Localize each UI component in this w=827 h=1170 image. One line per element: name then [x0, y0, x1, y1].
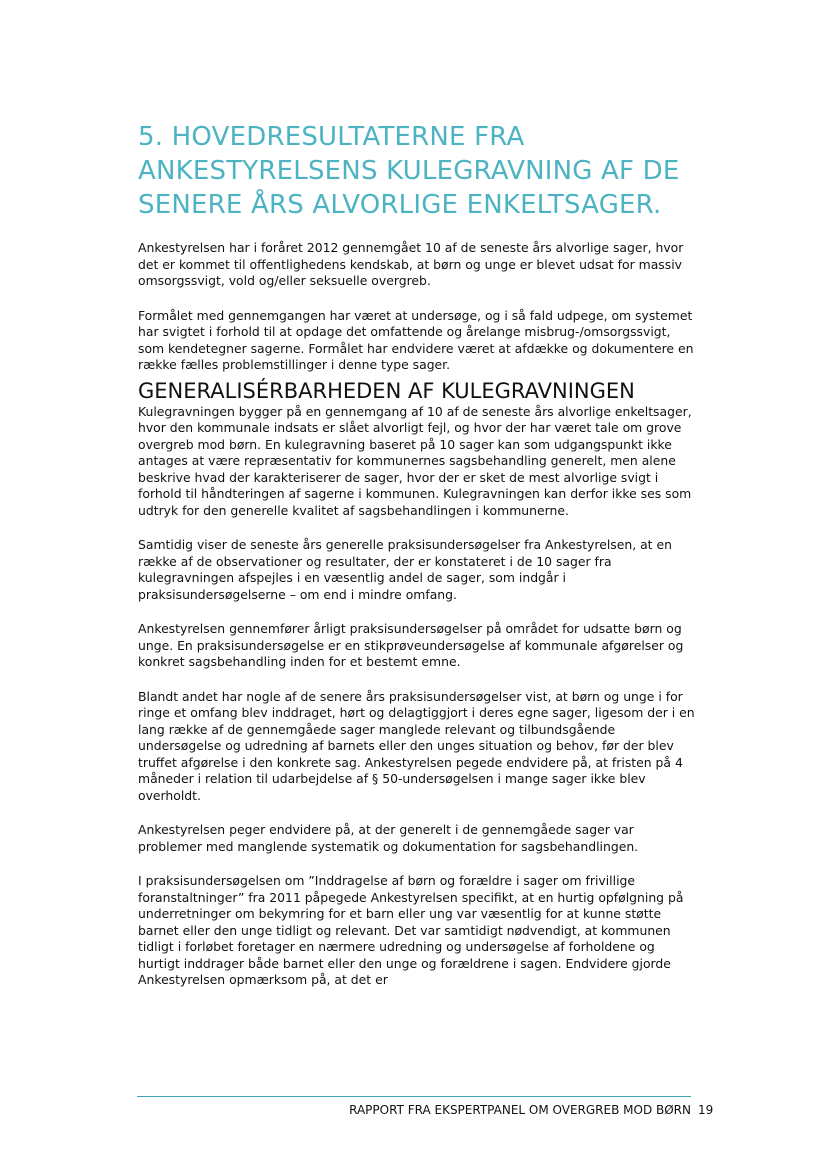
section-paragraph-1: Kulegravningen bygger på en gennemgang af 10 af de seneste års alvorlige enkeltsager, hvor den kommunale indsats er slået alvorligt fejl, og hvor der har været tale om grove overgreb mod børn. En kulegravning baseret på 10 sager kan som udgangspunkt ikke antages at være repræsentativ for kommunernes sagsbehandling generelt, men alene beskrive hvad der karakteriserer de sager, hvor der er sket de mest alvorlige svigt i forhold til håndteringen af sagerne i kommunen. Kulegravningen kan derfor ikke ses som udtryk for den generelle kvalitet af sagsbehandlingen i kommunerne. — [138, 403, 692, 518]
page-content — [138, 120, 698, 1007]
section-heading: GENERALISÉRBARHEDEN AF KULEGRAVNINGEN — [138, 378, 635, 403]
chapter-title: 5. HOVEDRESULTATERNE FRA ANKESTYRELSENS KULEGRAVNING AF DE SENERE ÅRS ALVORLIGE ENKELTSAGER. — [138, 122, 680, 220]
section-paragraph-3: Ankestyrelsen gennemfører årligt praksisundersøgelser på området for udsatte børn og unge. En praksisundersøgelse er en stikprøveundersøgelse af kommunale afgørelser og konkret sagsbehandling inden for et bestemt emne. — [138, 621, 684, 669]
footer-running-title: RAPPORT FRA EKSPERTPANEL OM OVERGREB MOD BØRN — [349, 1103, 691, 1117]
section-paragraph-4: Blandt andet har nogle af de senere års praksisundersøgelser vist, at børn og unge i for ringe et omfang blev inddraget, hørt og delagtiggjort i deres egne sager, ligesom der i en lang række af de gennemgåede sager manglede relevant og tilbundsgående undersøgelse og udredning af barnets eller den unges situation og behov, før der blev truffet afgørelse i den konkrete sag. Ankestyrelsen pegede endvidere på, at fristen på 4 måneder i relation til udarbejdelse af § 50-undersøgelsen i mange sager ikke blev overholdt. — [138, 688, 695, 803]
section-paragraph-2: Samtidig viser de seneste års generelle praksisundersøgelser fra Ankestyrelsen, at en række af de observationer og resultater, der er konstateret i de 10 sager fra kulegravningen afspejles i en væsentlig andel de sager, som indgår i praksisundersøgelserne – om end i mindre omfang. — [138, 537, 672, 602]
page-number: 19 — [698, 1103, 714, 1117]
intro-paragraph-1: Ankestyrelsen har i foråret 2012 gennemgået 10 af de seneste års alvorlige sager, hvor det er kommet til offentlighedens kendskab, at børn og unge er blevet udsat for massiv omsorgssvigt, vold og/eller seksuelle overgreb. — [138, 240, 684, 288]
section-paragraph-6: I praksisundersøgelsen om ”Inddragelse af børn og forældre i sager om frivillige foranstaltninger” fra 2011 påpegede Ankestyrelsen specifikt, at en hurtig opfølgning på underretninger om bekymring for et barn eller ung var væsentlig for at kunne støtte barnet eller den unge tidligt og relevant. Det var samtidigt nødvendigt, at kommunen tidligt i forløbet foretager en nærmere udredning og undersøgelse af forholdene og hurtigt inddrager både barnet eller den unge og forældrene i sagen. Endvidere gjorde Ankestyrelsen opmærksom på, at det er — [138, 873, 684, 987]
footer-rule — [137, 1096, 691, 1097]
section-paragraph-5: Ankestyrelsen peger endvidere på, at der generelt i de gennemgåede sager var problemer med manglende systematik og dokumentation for sagsbehandlingen. — [138, 822, 639, 854]
intro-paragraph-2: Formålet med gennemgangen har været at undersøge, og i så fald udpege, om systemet har svigtet i forhold til at opdage det omfattende og årelange misbrug-/omsorgssvigt, som kendetegner sagerne. Formålet har endvidere været at afdække og dokumentere en række fælles problemstillinger i denne type sager. — [138, 307, 694, 372]
